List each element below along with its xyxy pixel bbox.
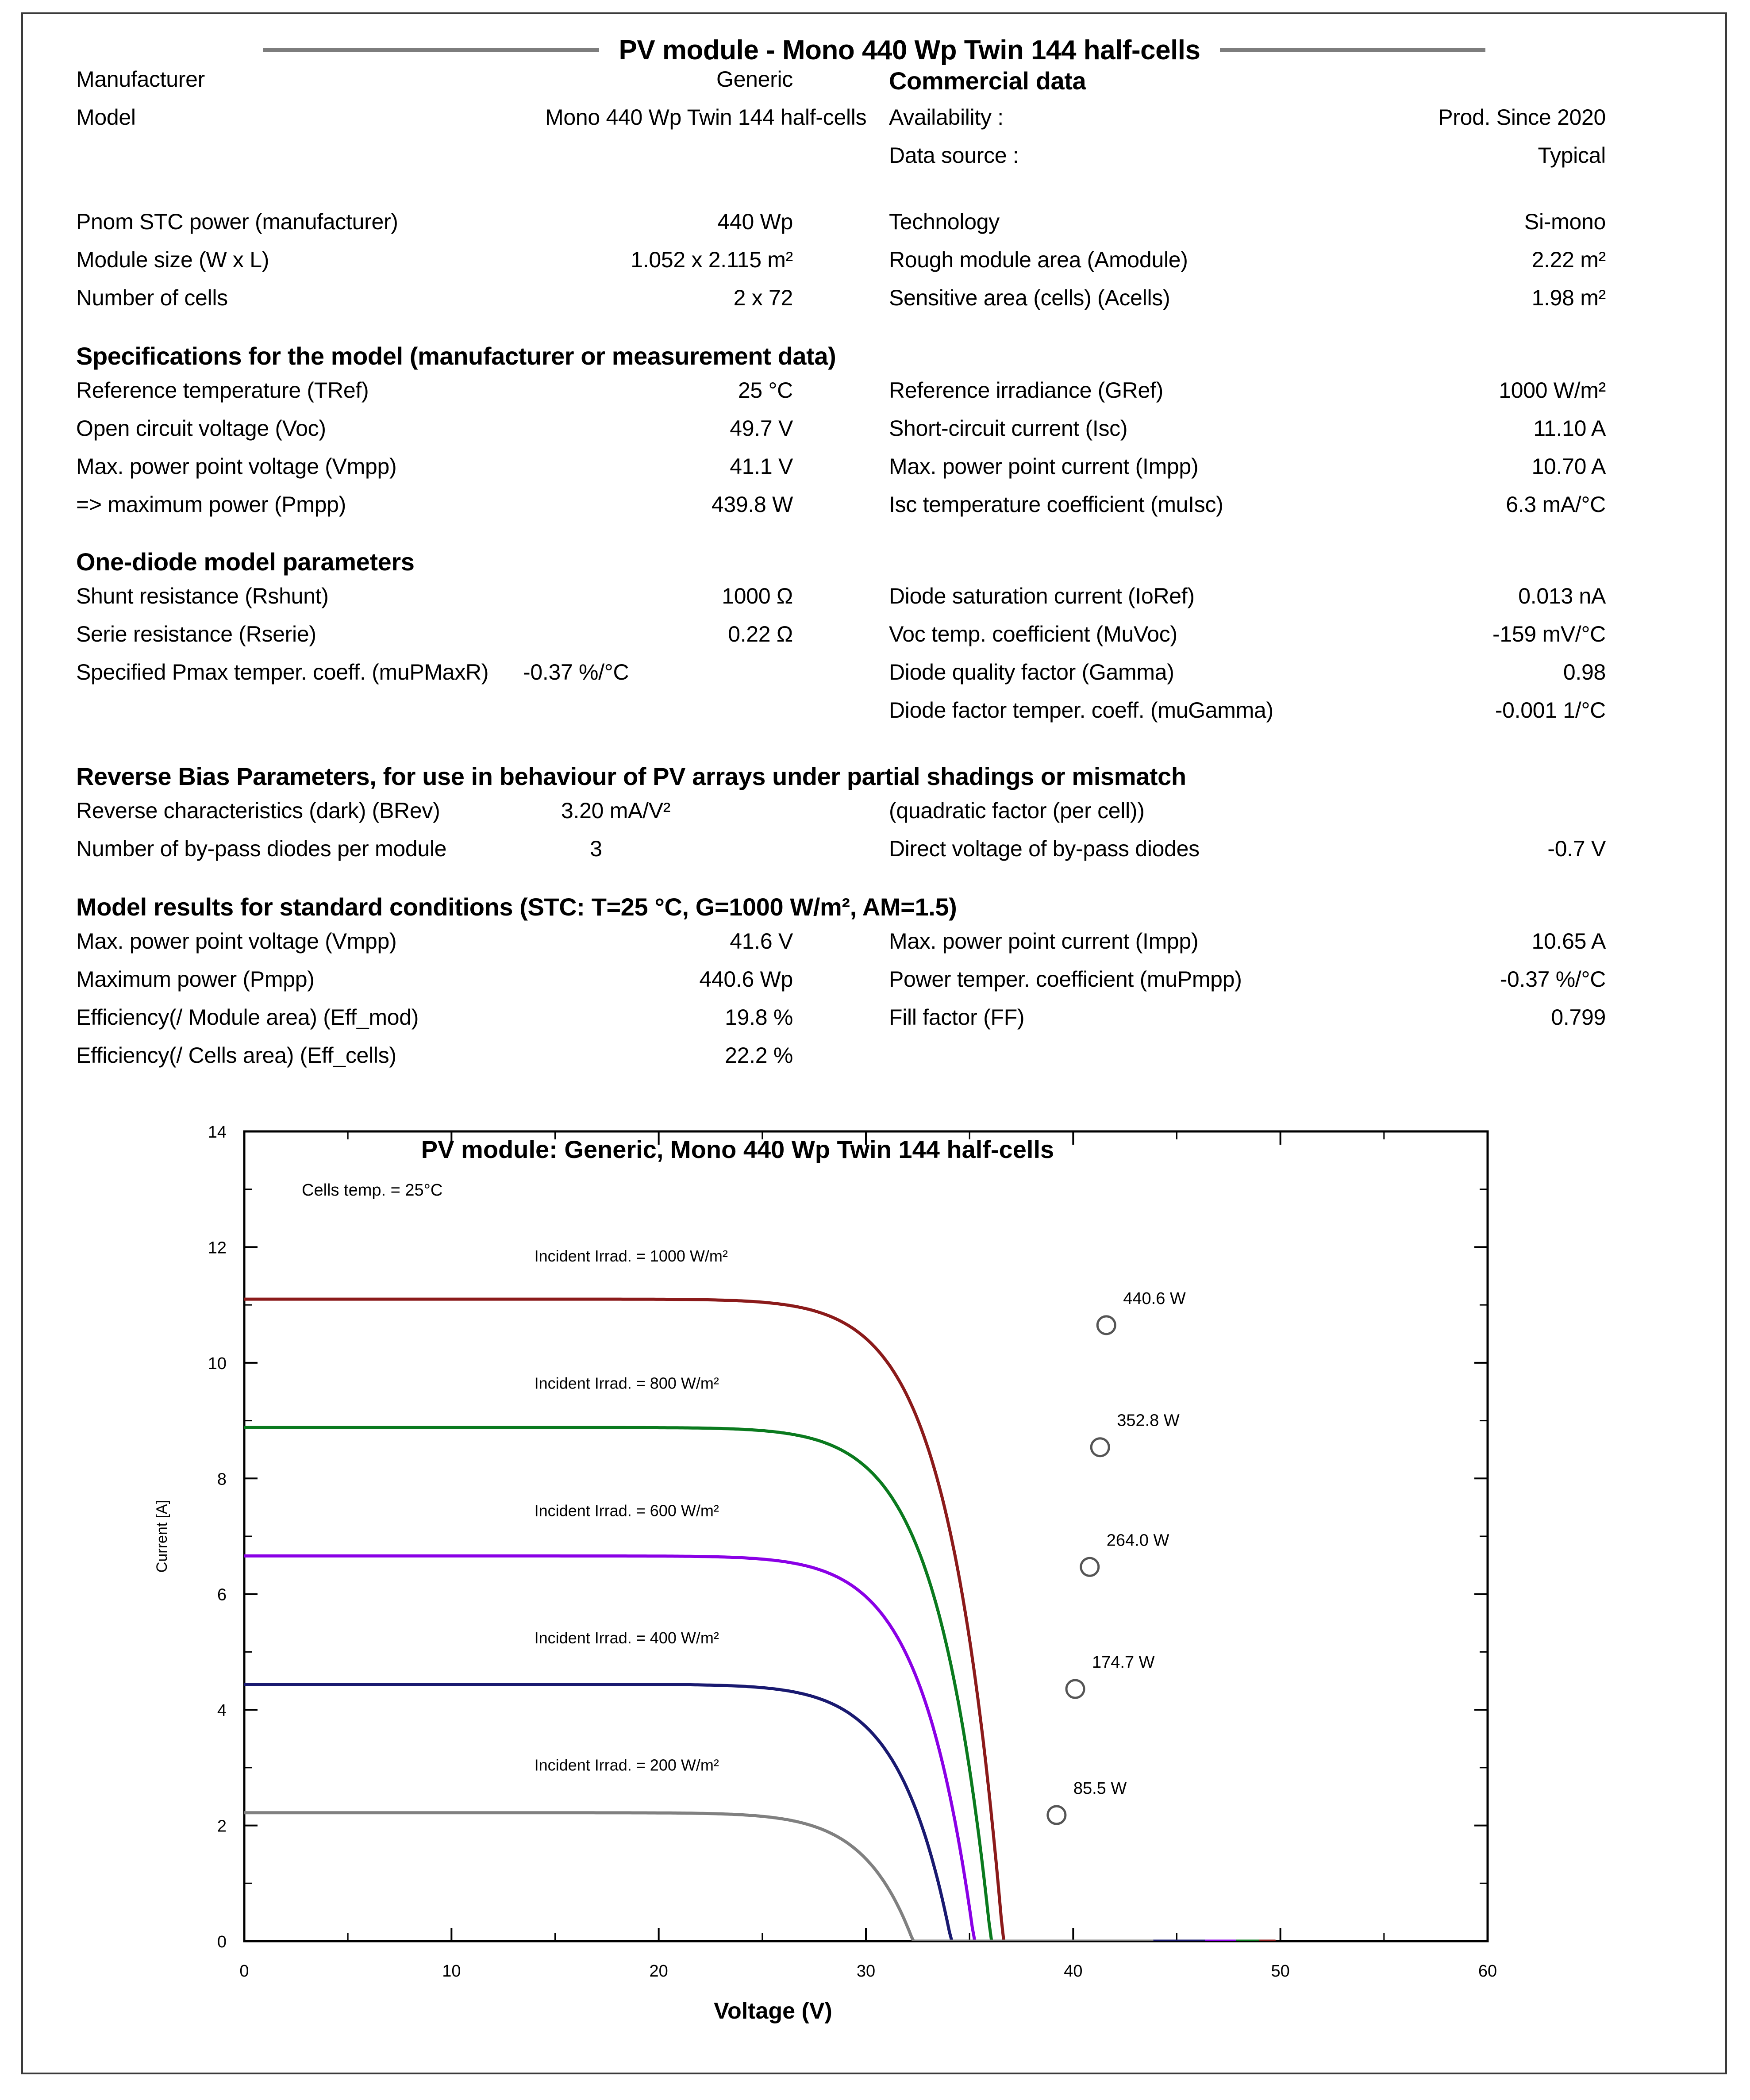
series-label: Incident Irrad. = 800 W/m²	[534, 1374, 719, 1392]
document-header	[23, 30, 1725, 70]
table-row	[23, 247, 1725, 285]
diode-muvoc	[864, 621, 1704, 647]
row-label: Diode quality factor (Gamma)	[889, 660, 1174, 685]
iv-curve-chart	[23, 1100, 1729, 2056]
row-label: Open circuit voltage (Voc)	[76, 416, 326, 441]
row-label: Serie resistance (Rserie)	[76, 622, 316, 646]
row-label: Max. power point current (Impp)	[889, 929, 1199, 954]
row-label: Reference temperature (TRef)	[76, 378, 369, 403]
y-tick-label: 8	[217, 1470, 227, 1489]
diode-mupmaxr	[23, 659, 864, 685]
result-fill-factor	[864, 1004, 1704, 1030]
row-label: Maximum power (Pmpp)	[76, 967, 315, 992]
mpp-power-label: 264.0 W	[1106, 1531, 1169, 1550]
iv-chart-svg	[23, 1100, 1729, 2056]
row-value: 440 Wp	[717, 209, 793, 234]
spec-voc	[23, 415, 864, 441]
x-tick-label: 20	[649, 1962, 668, 1981]
model-results-heading: Model results for standard conditions (STC: T=25 °C, G=1000 W/m², AM=1.5)	[76, 893, 957, 921]
physical-section	[23, 209, 1725, 323]
row-value: Mono 440 Wp Twin 144 half-cells	[545, 105, 867, 130]
row-value: 10.65 A	[1531, 929, 1606, 954]
y-tick-label: 4	[217, 1701, 227, 1720]
specifications-section	[23, 342, 1725, 530]
commercial-datasource	[864, 142, 1704, 168]
row-label: Reference irradiance (GRef)	[889, 378, 1163, 403]
row-value: 0.22 Ω	[728, 622, 793, 646]
physical-technology	[864, 209, 1704, 235]
row-label: Shunt resistance (Rshunt)	[76, 584, 329, 608]
table-row	[23, 697, 1725, 735]
y-tick-label: 2	[217, 1817, 227, 1836]
row-value: -0.37 %/°C	[523, 660, 629, 685]
row-label: Pnom STC power (manufacturer)	[76, 209, 398, 234]
table-row	[23, 285, 1725, 323]
diode-gamma	[864, 659, 1704, 685]
table-row	[23, 928, 1725, 966]
table-row	[23, 142, 1725, 181]
row-label: Rough module area (Amodule)	[889, 247, 1188, 272]
row-label: Data source :	[889, 143, 1019, 168]
model-results-section	[23, 892, 1725, 1081]
commercial-heading: Commercial data	[889, 67, 1086, 95]
row-label: Number of by-pass diodes per module	[76, 836, 447, 861]
diode-ioref	[864, 583, 1704, 609]
table-row	[23, 798, 1725, 836]
mpp-power-label: 440.6 W	[1123, 1289, 1186, 1308]
row-label: Specified Pmax temper. coeff. (muPMaxR)	[76, 660, 489, 685]
identity-model	[23, 104, 867, 130]
x-tick-label: 30	[856, 1962, 876, 1981]
row-label: Manufacturer	[76, 67, 205, 92]
mpp-power-label: 352.8 W	[1117, 1411, 1180, 1430]
spec-impp	[864, 454, 1704, 479]
mpp-marker	[1091, 1438, 1109, 1456]
row-value: 6.3 mA/°C	[1506, 492, 1606, 517]
row-value: 1000 Ω	[722, 584, 793, 608]
spec-pmpp	[23, 492, 864, 517]
row-label: Availability :	[889, 105, 1004, 130]
y-tick-label: 14	[208, 1123, 227, 1142]
spec-isc	[864, 415, 1704, 441]
reverse-brev	[23, 798, 864, 823]
spec-tref	[23, 377, 864, 403]
row-value: 3	[590, 836, 602, 861]
row-label: Module size (W x L)	[76, 247, 269, 272]
row-value: 41.1 V	[730, 454, 793, 479]
row-label: Reverse characteristics (dark) (BRev)	[76, 798, 440, 823]
table-row	[23, 209, 1725, 247]
physical-sensitive-area	[864, 285, 1704, 311]
row-value: Typical	[1538, 143, 1606, 168]
row-label: Voc temp. coefficient (MuVoc)	[889, 622, 1177, 646]
chart-title: PV module: Generic, Mono 440 Wp Twin 144 half-cells	[421, 1135, 1054, 1163]
row-value: 1.052 x 2.115 m²	[631, 247, 793, 272]
x-tick-label: 60	[1478, 1962, 1497, 1981]
one-diode-heading: One-diode model parameters	[76, 548, 415, 576]
mpp-marker	[1097, 1316, 1115, 1334]
table-row	[23, 415, 1725, 454]
identity-section	[23, 66, 1725, 181]
row-label: Efficiency(/ Module area) (Eff_mod)	[76, 1005, 419, 1030]
table-row	[23, 836, 1725, 874]
y-tick-label: 6	[217, 1585, 227, 1604]
row-label: Max. power point voltage (Vmpp)	[76, 929, 397, 954]
row-value: 10.70 A	[1531, 454, 1606, 479]
diode-mugamma	[864, 697, 1704, 723]
row-label: Sensitive area (cells) (Acells)	[889, 285, 1170, 310]
row-value: 2.22 m²	[1531, 247, 1606, 272]
page-title: PV module - Mono 440 Wp Twin 144 half-cells	[619, 35, 1200, 65]
header-rule-right	[1220, 48, 1485, 52]
table-row	[23, 377, 1725, 415]
spec-muisc	[864, 492, 1704, 517]
result-vmpp	[23, 928, 864, 954]
row-value: -0.7 V	[1547, 836, 1606, 861]
row-value: 1.98 m²	[1531, 285, 1606, 310]
mpp-marker	[1048, 1806, 1065, 1824]
row-label: Short-circuit current (Isc)	[889, 416, 1128, 441]
physical-module-area	[864, 247, 1704, 273]
one-diode-section	[23, 547, 1725, 735]
diode-rshunt	[23, 583, 864, 609]
row-value: 0.799	[1551, 1005, 1606, 1030]
row-value: Si-mono	[1524, 209, 1606, 234]
table-row	[23, 621, 1725, 659]
result-impp	[864, 928, 1704, 954]
result-mupmpp	[864, 966, 1704, 992]
row-label: Power temper. coefficient (muPmpp)	[889, 967, 1242, 992]
row-label: Diode factor temper. coeff. (muGamma)	[889, 698, 1273, 723]
table-row	[23, 1004, 1725, 1042]
row-label: Number of cells	[76, 285, 228, 310]
result-eff-module	[23, 1004, 864, 1030]
row-label: Direct voltage of by-pass diodes	[889, 836, 1200, 861]
x-tick-label: 40	[1064, 1962, 1083, 1981]
row-value: -0.37 %/°C	[1500, 967, 1606, 992]
commercial-heading-cell	[864, 66, 1704, 102]
row-label: Diode saturation current (IoRef)	[889, 584, 1195, 608]
mpp-marker	[1066, 1680, 1084, 1698]
result-eff-cells	[23, 1042, 864, 1068]
row-label: => maximum power (Pmpp)	[76, 492, 346, 517]
y-axis-label: Current [A]	[154, 1500, 170, 1573]
table-row	[23, 659, 1725, 697]
series-label: Incident Irrad. = 600 W/m²	[534, 1501, 719, 1520]
row-label: Isc temperature coefficient (muIsc)	[889, 492, 1223, 517]
plot-frame	[244, 1131, 1488, 1941]
row-value: 1000 W/m²	[1499, 378, 1606, 403]
commercial-availability	[864, 104, 1704, 130]
row-value: 439.8 W	[711, 492, 793, 517]
reverse-bypass-count	[23, 836, 864, 862]
table-row	[23, 454, 1725, 492]
row-value: 11.10 A	[1533, 416, 1606, 441]
mpp-power-label: 85.5 W	[1073, 1779, 1127, 1798]
series-label: Incident Irrad. = 1000 W/m²	[534, 1247, 728, 1265]
x-axis-label: Voltage (V)	[714, 1998, 832, 2024]
table-row	[23, 1042, 1725, 1081]
row-value: 440.6 Wp	[699, 967, 793, 992]
identity-manufacturer	[23, 66, 864, 92]
y-tick-label: 10	[208, 1354, 227, 1373]
diode-rserie	[23, 621, 864, 647]
table-row	[23, 492, 1725, 530]
series-label: Incident Irrad. = 400 W/m²	[534, 1628, 719, 1647]
row-value: 2 x 72	[733, 285, 793, 310]
row-value: 49.7 V	[730, 416, 793, 441]
reverse-bypass-voltage	[864, 836, 1704, 862]
row-value: -0.001 1/°C	[1495, 698, 1606, 723]
spec-vmpp	[23, 454, 864, 479]
row-label: (quadratic factor (per cell))	[889, 798, 1145, 823]
mpp-marker	[1081, 1558, 1099, 1576]
physical-cell-count	[23, 285, 864, 311]
table-row	[23, 66, 1725, 104]
row-value: Prod. Since 2020	[1438, 105, 1606, 130]
row-value: Generic	[716, 67, 793, 92]
row-label: Technology	[889, 209, 1000, 234]
x-tick-label: 0	[239, 1962, 249, 1981]
row-label: Model	[76, 105, 136, 130]
row-value: 0.013 nA	[1518, 584, 1606, 608]
table-row	[23, 583, 1725, 621]
mpp-power-label: 174.7 W	[1092, 1653, 1155, 1672]
row-value	[1358, 798, 1606, 823]
spec-gref	[864, 377, 1704, 403]
row-value: 41.6 V	[730, 929, 793, 954]
table-row	[23, 966, 1725, 1004]
document-page	[21, 12, 1727, 2074]
physical-module-size	[23, 247, 864, 273]
row-value: -159 mV/°C	[1492, 622, 1606, 646]
row-value: 3.20 mA/V²	[561, 798, 671, 823]
reverse-quadratic-note	[864, 798, 1704, 823]
row-value: 22.2 %	[725, 1043, 793, 1068]
row-label: Max. power point current (Impp)	[889, 454, 1199, 479]
physical-pnom	[23, 209, 864, 235]
reverse-bias-heading: Reverse Bias Parameters, for use in behaviour of PV arrays under partial shadings or mismatch	[76, 762, 1186, 790]
series-label: Incident Irrad. = 200 W/m²	[534, 1756, 719, 1774]
row-value: 25 °C	[738, 378, 793, 403]
y-tick-label: 0	[217, 1933, 227, 1951]
cells-temp-annotation: Cells temp. = 25°C	[302, 1181, 443, 1200]
row-label: Efficiency(/ Cells area) (Eff_cells)	[76, 1043, 396, 1068]
x-tick-label: 10	[442, 1962, 461, 1981]
row-label: Max. power point voltage (Vmpp)	[76, 454, 397, 479]
row-value: 0.98	[1563, 660, 1606, 685]
header-rule-left	[263, 48, 599, 52]
row-value: 19.8 %	[725, 1005, 793, 1030]
table-row	[23, 104, 1725, 142]
result-pmpp	[23, 966, 864, 992]
y-tick-label: 12	[208, 1238, 227, 1258]
specifications-heading: Specifications for the model (manufacturer or measurement data)	[76, 342, 836, 370]
reverse-bias-section	[23, 762, 1725, 874]
x-tick-label: 50	[1271, 1962, 1290, 1981]
row-label: Fill factor (FF)	[889, 1005, 1025, 1030]
